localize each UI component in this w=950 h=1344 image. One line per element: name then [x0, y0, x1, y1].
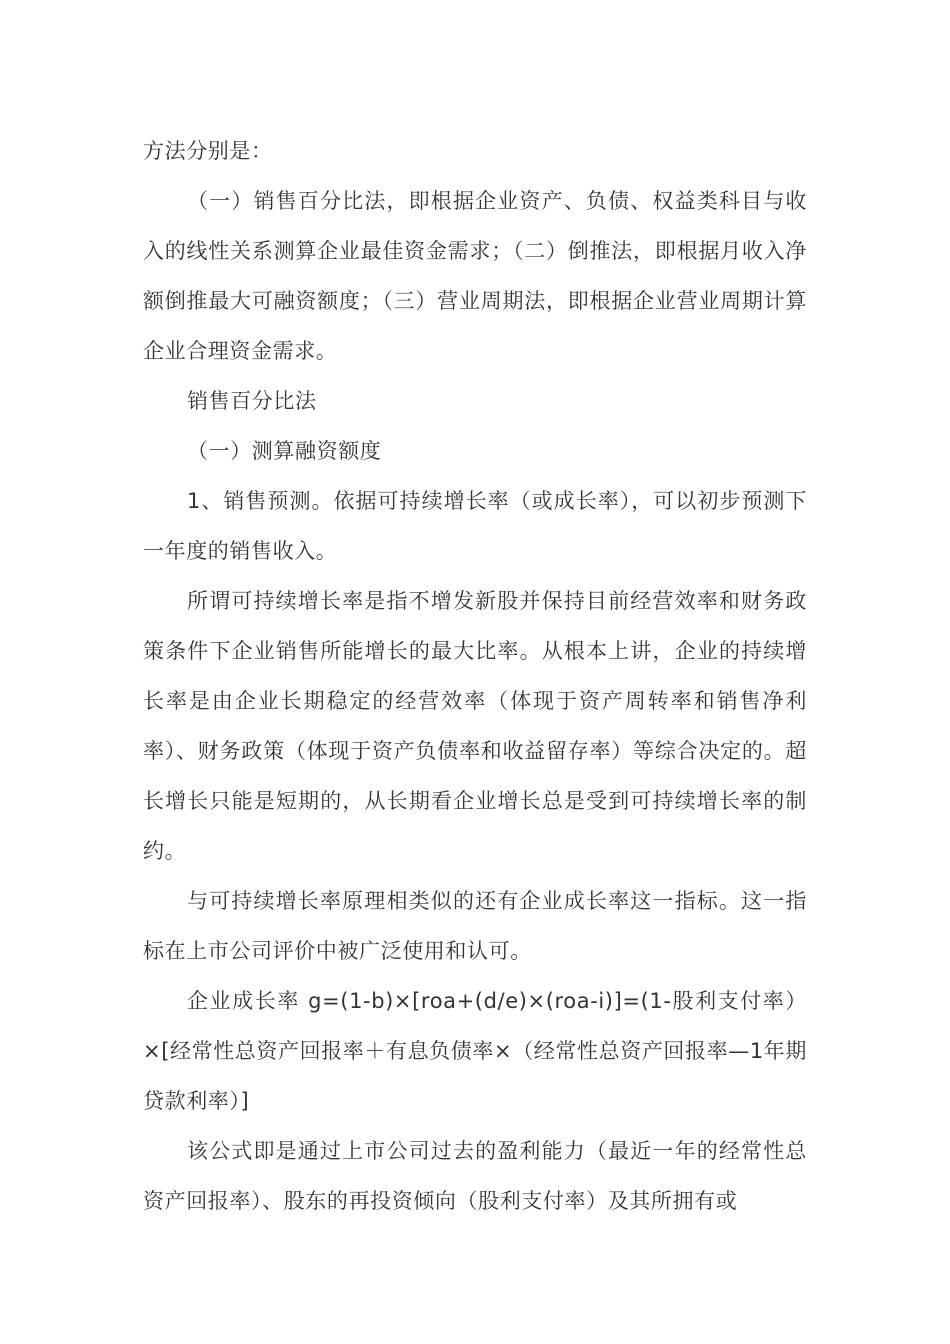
- paragraph-7: 与可持续增长率原理相类似的还有企业成长率这一指标。这一指标在上市公司评价中被广泛使用和认可。: [143, 889, 807, 963]
- paragraph-9: 该公式即是通过上市公司过去的盈利能力（最近一年的经常性总资产回报率）、股东的再投资倾向（股利支付率）及其所拥有或: [143, 1139, 807, 1213]
- document-body: [143, 126, 807, 1226]
- paragraph-5: 1、销售预测。依据可持续增长率（或成长率），可以初步预测下一年度的销售收入。: [143, 489, 807, 563]
- paragraph-3: 销售百分比法: [187, 389, 317, 413]
- paragraph-8: 企业成长率 g=(1-b)×[roa+(d/e)×(roa-i)]=(1-股利支付率）×[经常性总资产回报率＋有息负债率×（经常性总资产回报率—1年期贷款利率）]: [143, 989, 807, 1113]
- paragraph-4: （一）测算融资额度: [187, 439, 382, 463]
- paragraph-6: 所谓可持续增长率是指不增发新股并保持目前经营效率和财务政策条件下企业销售所能增长的最大比率。从根本上讲，企业的持续增长率是由企业长期稳定的经营效率（体现于资产周转率和销售净利率）、财务政策（体现于资产负债率和收益留存率）等综合决定的。超长增长只能是短期的，从长期看企业增长总是受到可持续增长率的制约。: [143, 589, 807, 863]
- paragraph-1: 方法分别是：: [143, 139, 273, 163]
- paragraph-2: （一）销售百分比法，即根据企业资产、负债、权益类科目与收入的线性关系测算企业最佳资金需求；（二）倒推法，即根据月收入净额倒推最大可融资额度；（三）营业周期法，即根据企业营业周期计算企业合理资金需求。: [143, 189, 807, 363]
